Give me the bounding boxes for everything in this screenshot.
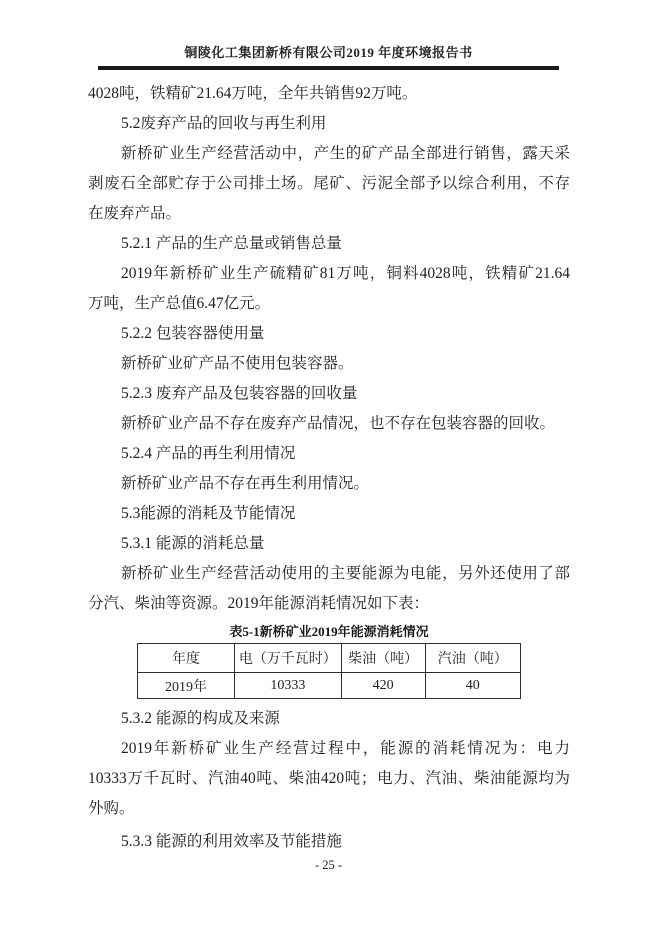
section-heading-5-3-2: 5.3.2 能源的构成及来源 [121,710,280,727]
table-caption: 表5-1新桥矿业2019年能源消耗情况 [229,624,429,639]
section-heading-5-2-3: 5.2.3 废弃产品及包装容器的回收量 [121,385,358,402]
paragraph-line: 2019年新桥矿业生产经营过程中，能源的消耗情况为：电力 [121,740,570,757]
page-footer [0,858,657,873]
table-header-cell: 柴油（吨） [341,644,425,673]
document-body [88,79,570,857]
section-heading-5-3: 5.3能源的消耗及节能情况 [121,505,296,522]
paragraph-line: 外购。 [88,800,135,817]
page-header-title: 铜陵化工集团新桥有限公司2019 年度环境报告书 [184,45,473,60]
section-heading-5-2-4: 5.2.4 产品的再生利用情况 [121,445,296,462]
paragraph-line: 新桥矿业产品不存在废弃产品情况，也不存在包装容器的回收。 [121,415,556,432]
paragraph-line: 万吨，生产总值6.47亿元。 [88,295,271,312]
paragraph-line: 2019年新桥矿业生产硫精矿81万吨，铜料4028吨，铁精矿21.64 [121,265,570,282]
paragraph-line: 10333万千瓦时、汽油40吨、柴油420吨；电力、汽油、柴油能源均为 [88,770,570,787]
energy-consumption-table [137,643,521,699]
table-row [138,673,521,699]
section-heading-5-3-3: 5.3.3 能源的利用效率及节能措施 [121,833,342,850]
paragraph-line: 新桥矿业产品不存在再生利用情况。 [121,475,370,492]
table-header-row [138,644,521,673]
paragraph-line: 在废弃产品。 [88,205,182,222]
page-number: - 25 - [314,858,343,872]
section-heading-5-3-1: 5.3.1 能源的消耗总量 [121,535,265,552]
paragraph-line: 新桥矿业矿产品不使用包装容器。 [121,355,354,372]
header-divider-rule [98,66,559,70]
table-header-cell: 电（万千瓦时） [234,644,341,673]
paragraph-line: 4028吨，铁精矿21.64万吨，全年共销售92万吨。 [88,85,418,102]
section-heading-5-2-2: 5.2.2 包装容器使用量 [121,325,265,342]
section-heading-5-2-1: 5.2.1 产品的生产总量或销售总量 [121,235,342,252]
paragraph-line: 新桥矿业生产经营活动使用的主要能源为电能，另外还使用了部 [121,565,570,582]
table-header-cell: 汽油（吨） [425,644,520,673]
paragraph-line: 分汽、柴油等资源。2019年能源消耗情况如下表： [88,595,430,612]
table-cell: 2019年 [138,673,235,699]
table-header-cell: 年度 [138,644,235,673]
table-cell: 10333 [234,673,341,699]
paragraph-line: 新桥矿业生产经营活动中，产生的矿产品全部进行销售，露天采 [121,145,570,162]
paragraph-line: 剥废石全部贮存于公司排土场。尾矿、污泥全部予以综合利用，不存 [88,175,570,192]
table-cell: 40 [425,673,520,699]
section-heading-5-2: 5.2废弃产品的回收与再生利用 [121,115,327,132]
table-cell: 420 [341,673,425,699]
